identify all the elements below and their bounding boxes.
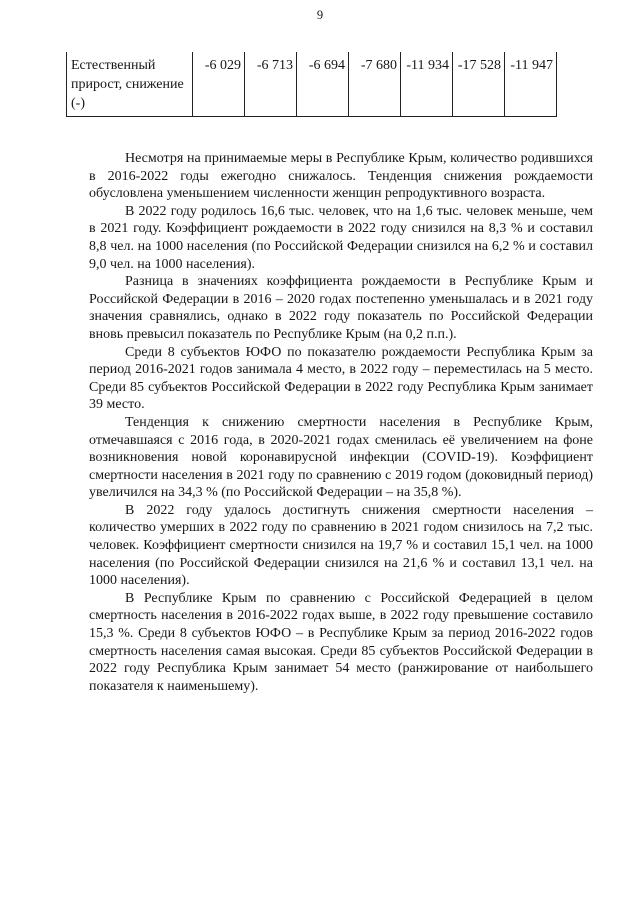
paragraph-birth-rate-difference: Разница в значениях коэффициента рождаемости в Республике Крым и Российской Федерации в 2016 – 2020 годах постепенно уменьшалась и в 2021 году значения сравнялись, однако в 2022 году показатель по Российской Федерации вновь превысил показатель по Республике Крым (на 0,2 п.п.). — [89, 274, 593, 342]
row-label-natural-growth: Естественный прирост, снижение (-) — [67, 52, 193, 117]
table-row — [67, 52, 557, 117]
table-cell: -6 694 — [297, 52, 349, 117]
table-cell: -11 947 — [505, 52, 557, 117]
paragraph-mortality-trend: Тенденция к снижению смертности населения в Республике Крым, отмечавшаяся с 2016 года, в 2020-2021 годах сменилась её увеличением на фоне возникновения новой коронавирусной инфекции (COVID-19). Коэффициент смертности населения в 2021 году по сравнению с 2019 годом (доковидный период) увеличился на 34,3 % (по Российской Федерации – на 35,8 %). — [89, 414, 593, 501]
natural-growth-table — [66, 52, 557, 117]
table-cell: -11 934 — [401, 52, 453, 117]
paragraph-mortality-comparison: В Республике Крым по сравнению с Российской Федерацией в целом смертность населения в 2016-2022 годах выше, в 2022 году превышение составило 15,3 %. Среди 8 субъектов ЮФО – в Республике Крым за период 2016-2022 годов смертность населения самая высокая. Среди 85 субъектов Российской Федерации в 2022 году Республика Крым занимает 54 место (ранжирование от наибольшего показателя к наименьшему). — [89, 590, 593, 694]
body-text — [89, 150, 593, 695]
paragraph-births-2022: В 2022 году родилось 16,6 тыс. человек, что на 1,6 тыс. человек меньше, чем в 2021 году. Коэффициент рождаемости в 2022 году снизился на 8,3 % и составил 8,8 чел. на 1000 населения (по Российской Федерации снизился на 6,2 % и составил 9,0 чел. на 1000 населения). — [89, 203, 593, 272]
paragraph-birth-decline: Несмотря на принимаемые меры в Республике Крым, количество родившихся в 2016-2022 годы ежегодно снижалось. Тенденция снижения рождаемости обусловлена уменьшением численности женщин репродуктивного возраста. — [89, 151, 593, 202]
page-number: 9 — [316, 8, 324, 22]
table-cell: -7 680 — [349, 52, 401, 117]
paragraph-sfd-birth-ranking: Среди 8 субъектов ЮФО по показателю рождаемости Республика Крым за период 2016-2021 годов занимала 4 место, в 2022 году – переместилась на 5 место. Среди 85 субъектов Российской Федерации в 2022 году Республика Крым занимает 39 место. — [89, 344, 593, 413]
table-cell: -6 713 — [245, 52, 297, 117]
table-cell: -17 528 — [453, 52, 505, 117]
table-cell: -6 029 — [193, 52, 245, 117]
paragraph-mortality-2022: В 2022 году удалось достигнуть снижения смертности населения – количество умерших в 2022 году по сравнению в 2021 годом снизилось на 7,2 тыс. человек. Коэффициент смертности снизился на 19,7 % и составил 15,1 чел. на 1000 населения (по Российской Федерации снизился на 21,6 % и составил 13,1 чел. на 1000 населения). — [89, 502, 593, 589]
